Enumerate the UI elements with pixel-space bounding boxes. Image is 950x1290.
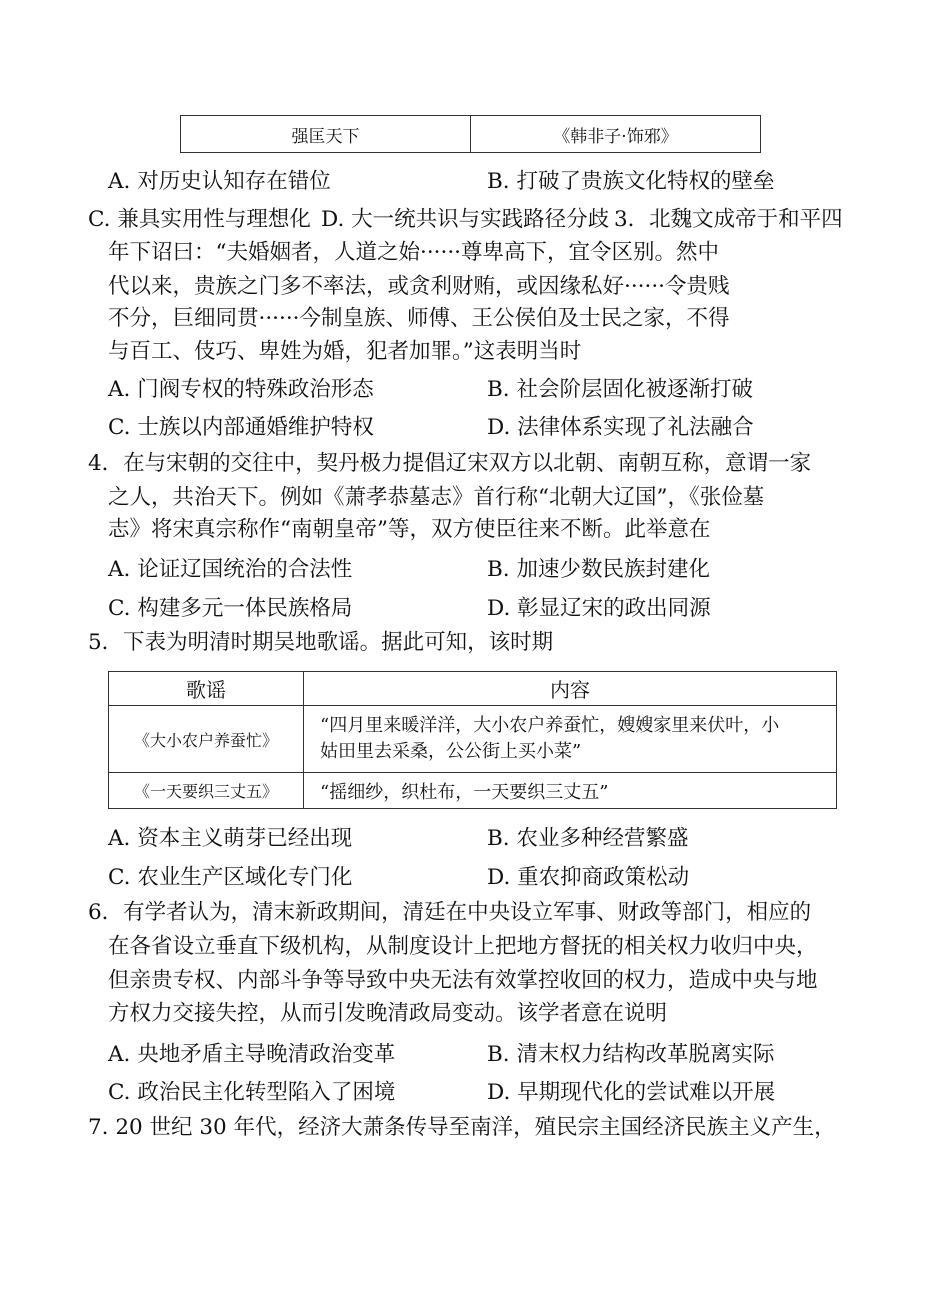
q5-table-row2-song: 《一天要织三丈五》 bbox=[109, 773, 304, 809]
q3-stem-line3: 代以来，贵族之门多不率法，或贪利财贿，或因缘私好······令贵贱 bbox=[108, 274, 730, 299]
q3-option-d: D. 法律体系实现了礼法融合 bbox=[487, 415, 754, 440]
q6-option-c: C. 政治民主化转型陷入了困境 bbox=[108, 1080, 396, 1105]
q5-table-row1-content-line2: 姑田里去采桑，公公街上买小菜” bbox=[320, 741, 582, 762]
q6-option-b: B. 清末权力结构改革脱离实际 bbox=[487, 1042, 775, 1067]
q6-option-d: D. 早期现代化的尝试难以开展 bbox=[487, 1080, 776, 1105]
q5-table-header-content: 内容 bbox=[304, 672, 837, 706]
q5-table bbox=[108, 671, 837, 809]
top-table-left-cell: 强匡天下 bbox=[181, 116, 471, 153]
q3-option-a: A. 门阀专权的特殊政治形态 bbox=[108, 377, 374, 402]
q5-table-header-song: 歌谣 bbox=[109, 672, 304, 706]
q3-option-b: B. 社会阶层固化被逐渐打破 bbox=[487, 377, 753, 402]
q5-option-c: C. 农业生产区域化专门化 bbox=[108, 865, 353, 890]
q5-table-row1-song: 《大小农户养蚕忙》 bbox=[109, 706, 304, 773]
q4-stem-line1: 4．在与宋朝的交往中，契丹极力提倡辽宋双方以北朝、南朝互称，意谓一家 bbox=[88, 451, 812, 476]
q4-option-b: B. 加速少数民族封建化 bbox=[487, 557, 710, 582]
q5-option-d: D. 重农抑商政策松动 bbox=[487, 865, 690, 890]
q2-option-d: D. 大一统共识与实践路径分歧 bbox=[321, 207, 610, 232]
q5-option-b: B. 农业多种经营繁盛 bbox=[487, 826, 689, 851]
q4-option-d: D. 彰显辽宋的政出同源 bbox=[487, 596, 711, 621]
q6-option-a: A. 央地矛盾主导晚清政治变革 bbox=[108, 1042, 396, 1067]
q3-option-c: C. 士族以内部通婚维护特权 bbox=[108, 415, 374, 440]
q6-stem-line1: 6．有学者认为，清末新政期间，清廷在中央设立军事、财政等部门，相应的 bbox=[88, 900, 812, 925]
q3-stem-line2: 年下诏曰：“夫婚姻者，人道之始······尊卑高下，宜令区别。然中 bbox=[108, 240, 719, 265]
q6-stem-line3: 但亲贵专权、内部斗争等导致中央无法有效掌控收回的权力，造成中央与地 bbox=[108, 968, 818, 993]
q4-stem-line2: 之人，共治天下。例如《萧孝恭墓志》首行称“北朝大辽国”，《张俭墓 bbox=[108, 485, 765, 510]
q3-stem-line5: 与百工、伎巧、卑姓为婚，犯者加罪。”这表明当时 bbox=[108, 339, 582, 364]
q4-option-a: A. 论证辽国统治的合法性 bbox=[108, 557, 353, 582]
q3-stem-line1: 3．北魏文成帝于和平四 bbox=[614, 207, 843, 232]
q5-table-row1-content-line1: “四月里来暖洋洋，大小农户养蚕忙，嫂嫂家里来伏叶，小 bbox=[320, 715, 780, 736]
q3-stem-line4: 不分，巨细同贯······今制皇族、师傅、王公侯伯及士民之家，不得 bbox=[108, 306, 730, 331]
q5-option-a: A. 资本主义萌芽已经出现 bbox=[108, 826, 353, 851]
q2-option-a: A. 对历史认知存在错位 bbox=[108, 169, 331, 194]
q5-table-row2-content: “摇细纱，织杜布，一天要织三丈五” bbox=[304, 773, 837, 809]
top-table-right-cell: 《韩非子·饰邪》 bbox=[471, 116, 761, 153]
q2-option-c: C. 兼具实用性与理想化 bbox=[88, 207, 311, 232]
q5-stem: 5．下表为明清时期吴地歌谣。据此可知，该时期 bbox=[88, 630, 554, 655]
q6-stem-line2: 在各省设立垂直下级机构，从制度设计上把地方督抚的相关权力收归中央， bbox=[108, 934, 818, 959]
q6-stem-line4: 方权力交接失控，从而引发晚清政局变动。该学者意在说明 bbox=[108, 1001, 668, 1026]
q4-option-c: C. 构建多元一体民族格局 bbox=[108, 596, 353, 621]
q4-stem-line3: 志》将宋真宗称作“南朝皇帝”等，双方使臣往来不断。此举意在 bbox=[108, 517, 711, 542]
top-table bbox=[180, 115, 761, 153]
q2-option-b: B. 打破了贵族文化特权的壁垒 bbox=[487, 169, 775, 194]
q7-stem-line1: 7. 20 世纪 30 年代，经济大萧条传导至南洋，殖民宗主国经济民族主义产生， bbox=[88, 1115, 836, 1140]
q5-table-row1-content bbox=[304, 706, 837, 773]
